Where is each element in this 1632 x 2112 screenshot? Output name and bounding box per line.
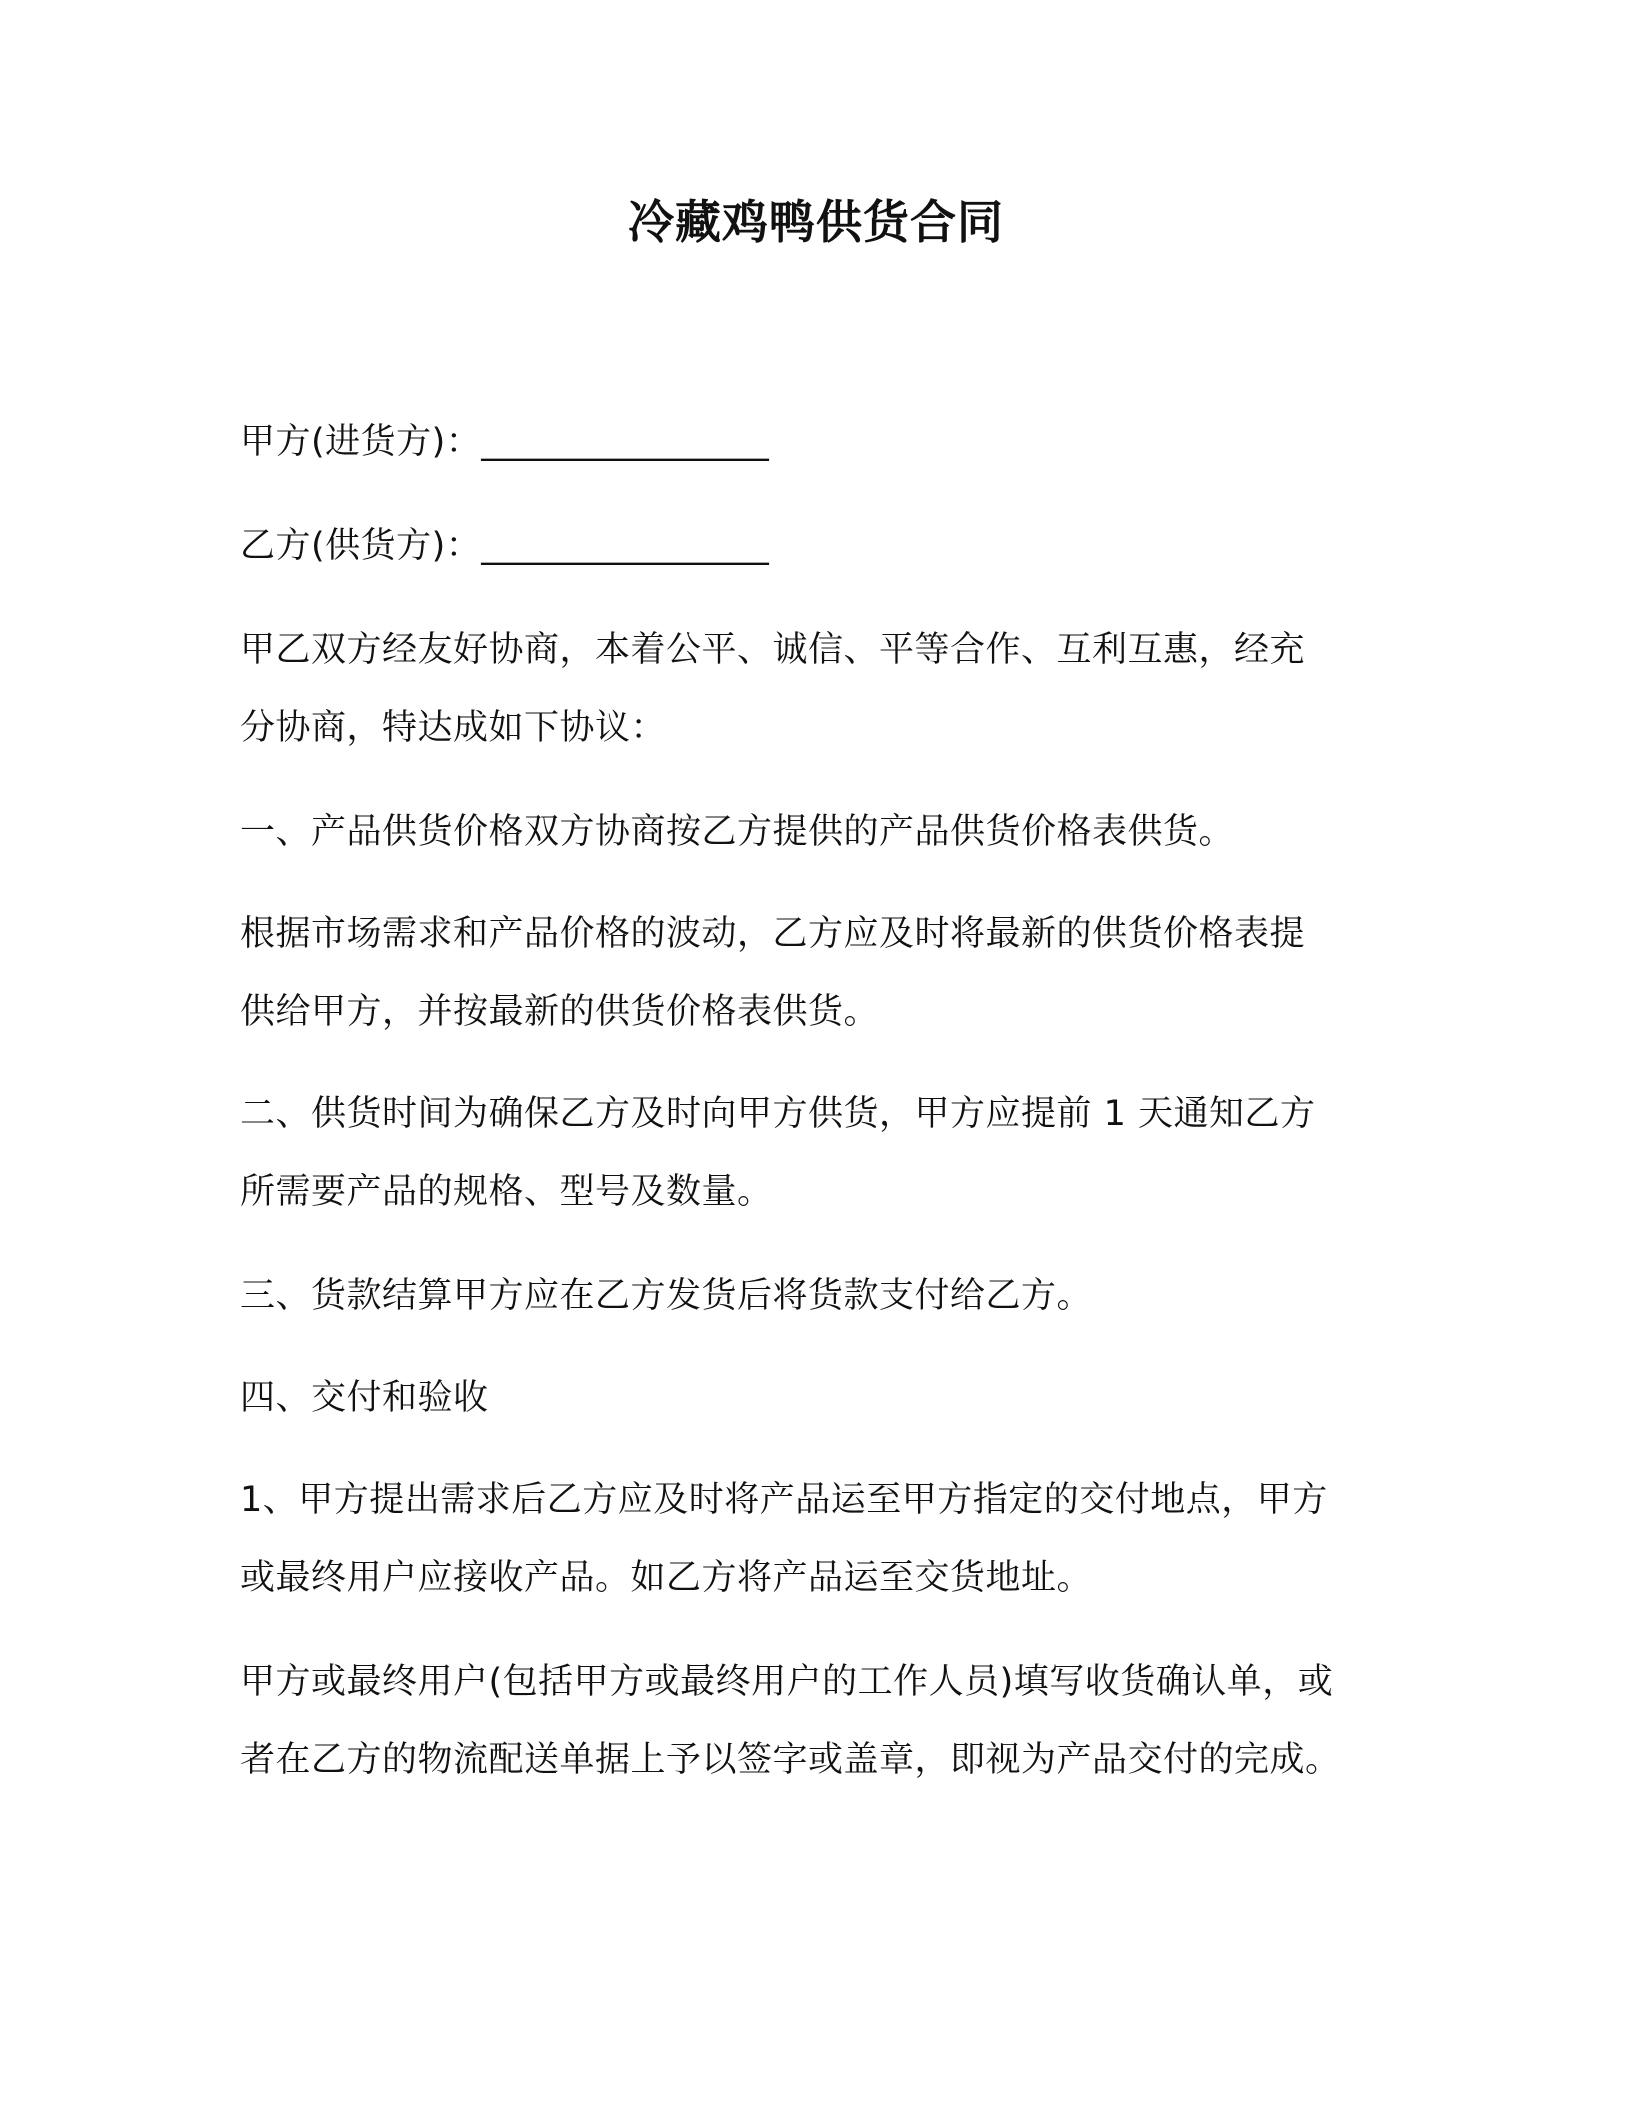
clause-3: 三、货款结算甲方应在乙方发货后将货款支付给乙方。 (240, 1276, 1093, 1316)
clause-1-detail-line-1: 根据市场需求和产品价格的波动，乙方应及时将最新的供货价格表提 (240, 914, 1306, 954)
clause-2-line-1: 二、供货时间为确保乙方及时向甲方供货，甲方应提前 1 天通知乙方 (240, 1094, 1316, 1134)
clause-2-line-2: 所需要产品的规格、型号及数量。 (240, 1172, 773, 1212)
clause-4-item-1-line-1: 1、甲方提出需求后乙方应及时将产品运至甲方指定的交付地点，甲方 (240, 1480, 1328, 1520)
party-a-line: 甲方(进货方)：________________ (240, 422, 770, 462)
clause-4-detail-line-2: 者在乙方的物流配送单据上予以签字或盖章，即视为产品交付的完成。 (240, 1740, 1341, 1780)
party-b-line: 乙方(供货方)：________________ (240, 526, 770, 566)
intro-line-2: 分协商，特达成如下协议： (240, 708, 667, 748)
clause-4-item-1-line-2: 或最终用户应接收产品。如乙方将产品运至交货地址。 (240, 1558, 1093, 1598)
clause-1-detail-line-2: 供给甲方，并按最新的供货价格表供货。 (240, 992, 880, 1032)
intro-line-1: 甲乙双方经友好协商，本着公平、诚信、平等合作、互利互惠，经充 (240, 630, 1306, 670)
document-title: 冷藏鸡鸭供货合同 (628, 195, 1004, 249)
clause-4-detail-line-1: 甲方或最终用户(包括甲方或最终用户的工作人员)填写收货确认单，或 (240, 1662, 1334, 1702)
clause-1: 一、产品供货价格双方协商按乙方提供的产品供货价格表供货。 (240, 812, 1235, 852)
clause-4-heading: 四、交付和验收 (240, 1378, 489, 1418)
